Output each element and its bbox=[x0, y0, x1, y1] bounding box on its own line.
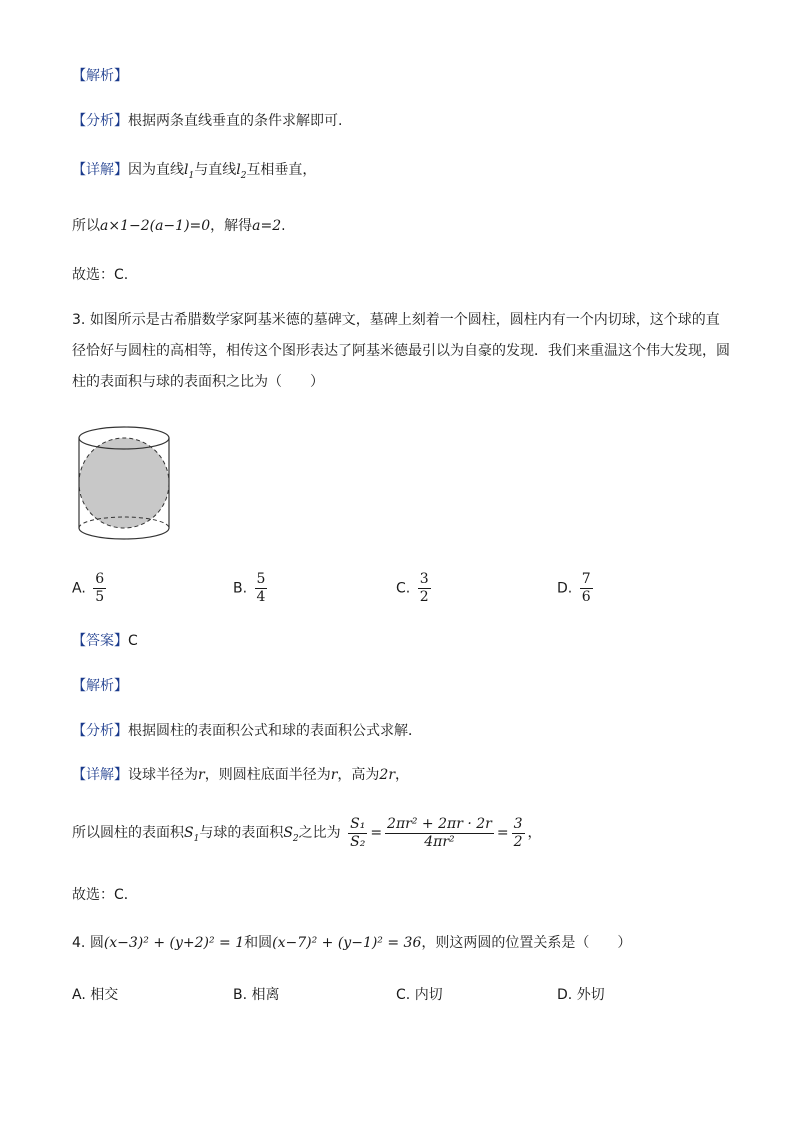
q3-text-d: ， bbox=[395, 767, 410, 783]
q2-answer bbox=[72, 265, 128, 285]
q3-daan-value: C bbox=[128, 633, 138, 649]
s2-symbol: $S_2$ bbox=[283, 825, 299, 844]
radius-r: r bbox=[198, 767, 205, 783]
q2-step-mid: ，解得 bbox=[210, 218, 253, 234]
q3-number: 3. bbox=[72, 312, 86, 328]
q3-fenxi-text: 根据圆柱的表面积公式和球的表面积公式求解． bbox=[128, 723, 422, 739]
option-letter: C. bbox=[396, 987, 411, 1003]
q3-text-a: 设球半径为 bbox=[128, 767, 198, 783]
option-text: 内切 bbox=[414, 987, 443, 1003]
q2-answer-text: 故选：C. bbox=[72, 267, 129, 283]
q4-circle-word: 圆 bbox=[89, 935, 104, 951]
q3-text-b: ，则圆柱底面半径为 bbox=[204, 767, 331, 783]
q4-option-c[interactable] bbox=[396, 984, 443, 1004]
q3-fenxi bbox=[72, 721, 422, 741]
q4-option-d[interactable] bbox=[557, 984, 605, 1004]
q3-ratio-end: ， bbox=[527, 825, 542, 841]
q2-text-1: 因为直线 bbox=[128, 162, 184, 178]
q2-fenxi bbox=[72, 111, 342, 131]
q2-xiangjie bbox=[72, 160, 316, 186]
q3-text-c: ，高为 bbox=[337, 767, 380, 783]
option-fraction: $\frac{7}{6}$ bbox=[581, 571, 591, 605]
circle-1-equation: (x−3)² + (y+2)² = 1 bbox=[103, 935, 245, 951]
radius-r: r bbox=[330, 767, 338, 783]
q2-step-end: . bbox=[281, 218, 286, 234]
q3-option-a[interactable] bbox=[72, 571, 109, 606]
q3-option-b[interactable] bbox=[233, 571, 270, 606]
height-2r: 2r bbox=[379, 767, 396, 783]
option-letter: D. bbox=[557, 987, 573, 1003]
q4-option-a[interactable] bbox=[72, 984, 118, 1004]
option-letter: A. bbox=[72, 987, 86, 1003]
q2-text-3: 互相垂直， bbox=[246, 162, 317, 178]
line-l1: $l_1$ bbox=[184, 162, 195, 181]
ratio-expression: $\frac{\text{2πr² + 2πr · 2r}}{\text{4πr²}}$ bbox=[387, 815, 492, 850]
ratio-s1-s2: $\frac{\text{S₁}}{\text{S₂}}$ bbox=[350, 815, 366, 850]
q3-option-c[interactable] bbox=[396, 571, 434, 606]
option-text: 外切 bbox=[576, 987, 605, 1003]
q2-step-equation: a×1−2(a−1)=0 bbox=[100, 218, 211, 234]
q3-jiexi-heading bbox=[72, 676, 128, 696]
option-text: 相离 bbox=[251, 987, 280, 1003]
option-fraction: $\frac{3}{2}$ bbox=[419, 571, 429, 605]
q2-text-2: 与直线 bbox=[194, 162, 237, 178]
line-l2: $l_2$ bbox=[236, 162, 247, 181]
q3-xiangjie-label: 【详解】 bbox=[72, 767, 128, 783]
q3-ratio: 所以圆柱的表面积$S_1$与球的表面积$S_2$之比为 $\frac{\text{S₁}}{\text{S₂}}$ = $\frac{\text{2πr² + 2πr · 2r}}{\text{4πr²}}$ = $\frac{3}{2}$ ， bbox=[72, 815, 542, 850]
q3-xiangjie bbox=[72, 765, 409, 785]
q3-daan-label: 【答案】 bbox=[72, 633, 128, 649]
q3-answer bbox=[72, 885, 138, 905]
q3-stem bbox=[72, 305, 732, 398]
option-text: 相交 bbox=[90, 987, 119, 1003]
q2-step-result: a=2 bbox=[252, 218, 282, 234]
q3-stem-text: 如图所示是古希腊数学家阿基米德的墓碑文，墓碑上刻着一个圆柱，圆柱内有一个内切球，这个球的直径恰好与圆柱的高相等，相传这个图形表达了阿基米德最引以为自豪的发现．我们来重温这个伟大发现，圆柱的表面积与球的表面积之比为（ ） bbox=[72, 312, 730, 390]
q3-daan bbox=[72, 631, 138, 651]
option-letter: A. bbox=[72, 580, 86, 597]
q3-ratio-prefix: 所以圆柱的表面积 bbox=[72, 825, 184, 841]
q3-ratio-mid2: 之比为 bbox=[298, 825, 341, 841]
q3-jiexi-label: 【解析】 bbox=[72, 678, 128, 694]
q4-question: ，则这两圆的位置关系是（ ） bbox=[421, 935, 632, 951]
cylinder-sphere-figure bbox=[72, 420, 176, 550]
q3-fenxi-label: 【分析】 bbox=[72, 723, 128, 739]
option-letter: B. bbox=[233, 987, 248, 1003]
cylinder-bottom-front bbox=[79, 528, 169, 539]
q2-step-prefix: 所以 bbox=[72, 218, 100, 234]
q2-fenxi-text: 根据两条直线垂直的条件求解即可. bbox=[128, 113, 343, 129]
option-letter: C. bbox=[396, 580, 411, 597]
s1-symbol: $S_1$ bbox=[184, 825, 200, 844]
q2-jiexi-heading bbox=[72, 66, 128, 86]
option-fraction: $\frac{6}{5}$ bbox=[95, 571, 105, 605]
inscribed-sphere bbox=[79, 438, 169, 528]
q4-stem bbox=[72, 933, 631, 953]
q4-number: 4. bbox=[72, 935, 86, 951]
q2-jiexi-label: 【解析】 bbox=[72, 68, 128, 84]
q3-option-d[interactable] bbox=[557, 571, 596, 606]
ratio-result: $\frac{3}{2}$ bbox=[513, 815, 523, 850]
q4-option-b[interactable] bbox=[233, 984, 280, 1004]
q2-fenxi-label: 【分析】 bbox=[72, 113, 128, 129]
q2-xiangjie-label: 【详解】 bbox=[72, 162, 128, 178]
option-fraction: $\frac{5}{4}$ bbox=[256, 571, 266, 605]
q3-answer-text: 故选：C． bbox=[72, 887, 138, 903]
q2-step bbox=[72, 216, 286, 236]
q4-and: 和圆 bbox=[244, 935, 273, 951]
option-letter: D. bbox=[557, 580, 573, 597]
circle-2-equation: (x−7)² + (y−1)² = 36 bbox=[272, 935, 422, 951]
option-letter: B. bbox=[233, 580, 248, 597]
q3-ratio-mid: 与球的表面积 bbox=[199, 825, 284, 841]
